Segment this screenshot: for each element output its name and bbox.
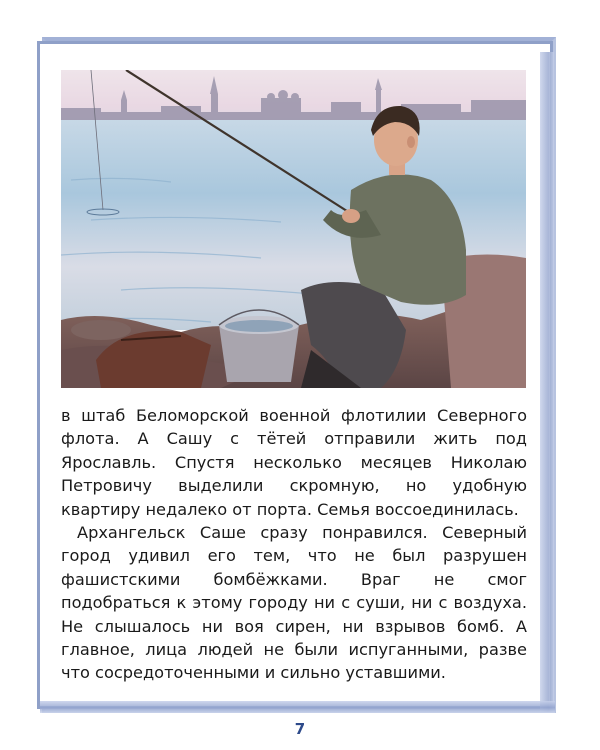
bucket	[219, 310, 299, 382]
frame-bottom-stroke	[40, 701, 555, 713]
paragraph-2: Архангельск Саше сразу понравился. Северный город удивил его тем, что не был разрушен фашистскими бомбёжками. Враг не смог подобраться к этому городу ни с суши, ни с воздуха. Не слышалось ни воя сирен, ни взрывов бомб. А главное, лица людей не были испуганными, разве что сосредоточенными и сильно уставшими.	[61, 523, 527, 683]
paragraph-1: в штаб Беломорской военной флотилии Северного флота. А Сашу с тётей отправили жить под Ярославль. Спустя несколько месяцев Николаю Петровичу выделили скромную, но удобную квартиру недалеко от порта. Семья воссоединилась.	[61, 406, 527, 519]
illustration-boy-fishing	[61, 70, 526, 388]
body-text	[61, 404, 527, 685]
page-number: 7	[294, 720, 306, 738]
frame-right-stroke	[540, 52, 554, 712]
